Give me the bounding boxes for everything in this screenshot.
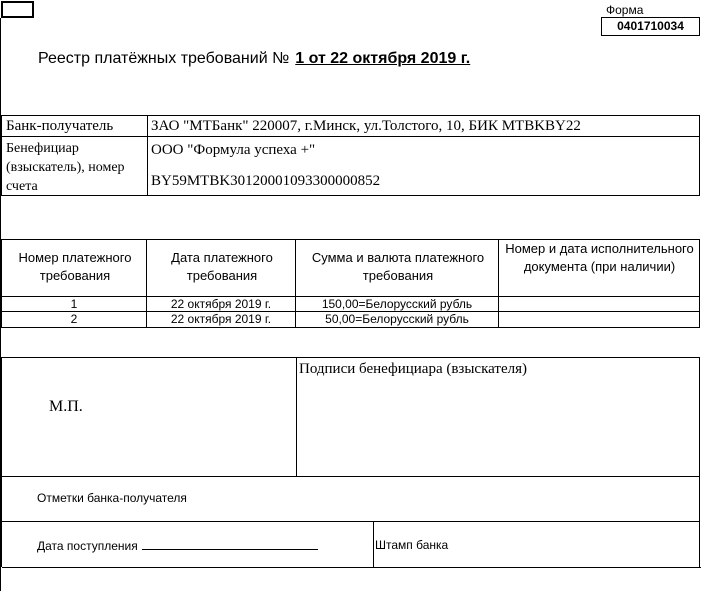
- table-row-2-number: 2: [70, 312, 78, 326]
- signature-block: [1, 357, 700, 567]
- bank-info-table: [1, 115, 700, 196]
- recipient-bank-value: ЗАО "МТБанк" 220007, г.Минск, ул.Толстого, 10, БИК MTBKBY22: [151, 118, 581, 134]
- beneficiary-name: ООО "Формула успеха +": [151, 142, 316, 158]
- table-row-1-amount: 150,00=Белорусский рубль: [321, 297, 473, 311]
- header-request-date: Дата платежного требования: [171, 250, 273, 283]
- requests-column-divider: [498, 240, 499, 327]
- page-title: [38, 50, 470, 68]
- table-row-1-date: 22 октября 2019 г.: [170, 297, 272, 311]
- receipt-date-label: Дата поступления: [37, 539, 138, 553]
- header-request-number: Номер платежного требования: [18, 250, 132, 283]
- seal-place-label: М.П.: [49, 398, 83, 415]
- receipt-date-field: [37, 538, 318, 553]
- corner-box: [1, 1, 34, 18]
- beneficiary-label: Бенефициар (взыскатель), номер счета: [6, 141, 125, 194]
- signature-column-divider: [296, 358, 297, 476]
- beneficiary-account: BY59MTBK30120001093300000852: [151, 173, 381, 189]
- bank-marks-label: Отметки банка-получателя: [37, 491, 187, 505]
- payment-requests-table: [1, 239, 700, 328]
- signature-bottom-border: [2, 567, 701, 568]
- bank-table-column-divider: [147, 116, 148, 195]
- title-number: 1 от 22 октября 2019 г.: [295, 50, 471, 67]
- table-row-1-number: 1: [70, 297, 78, 311]
- bank-stamp-label: Штамп банка: [375, 538, 449, 552]
- receipt-date-line: [142, 538, 318, 550]
- signature-row-divider: [2, 476, 699, 477]
- beneficiary-signatures-label: Подписи бенефициара (взыскателя): [299, 361, 528, 377]
- table-row-2-amount: 50,00=Белорусский рубль: [325, 312, 469, 326]
- title-text: Реестр платёжных требований №: [38, 50, 290, 67]
- table-row-2-date: 22 октября 2019 г.: [170, 312, 272, 326]
- header-executive-document: Номер и дата исполнительного документа (при наличии): [505, 241, 694, 274]
- form-label: Форма: [606, 3, 644, 17]
- header-request-amount: Сумма и валюта платежного требования: [311, 250, 485, 283]
- form-code: 0401710034: [601, 17, 700, 36]
- bank-table-row-divider: [2, 136, 699, 137]
- bank-marks-row-divider: [2, 521, 699, 522]
- receipt-column-divider: [373, 521, 374, 567]
- recipient-bank-label: Банк-получатель: [6, 118, 114, 134]
